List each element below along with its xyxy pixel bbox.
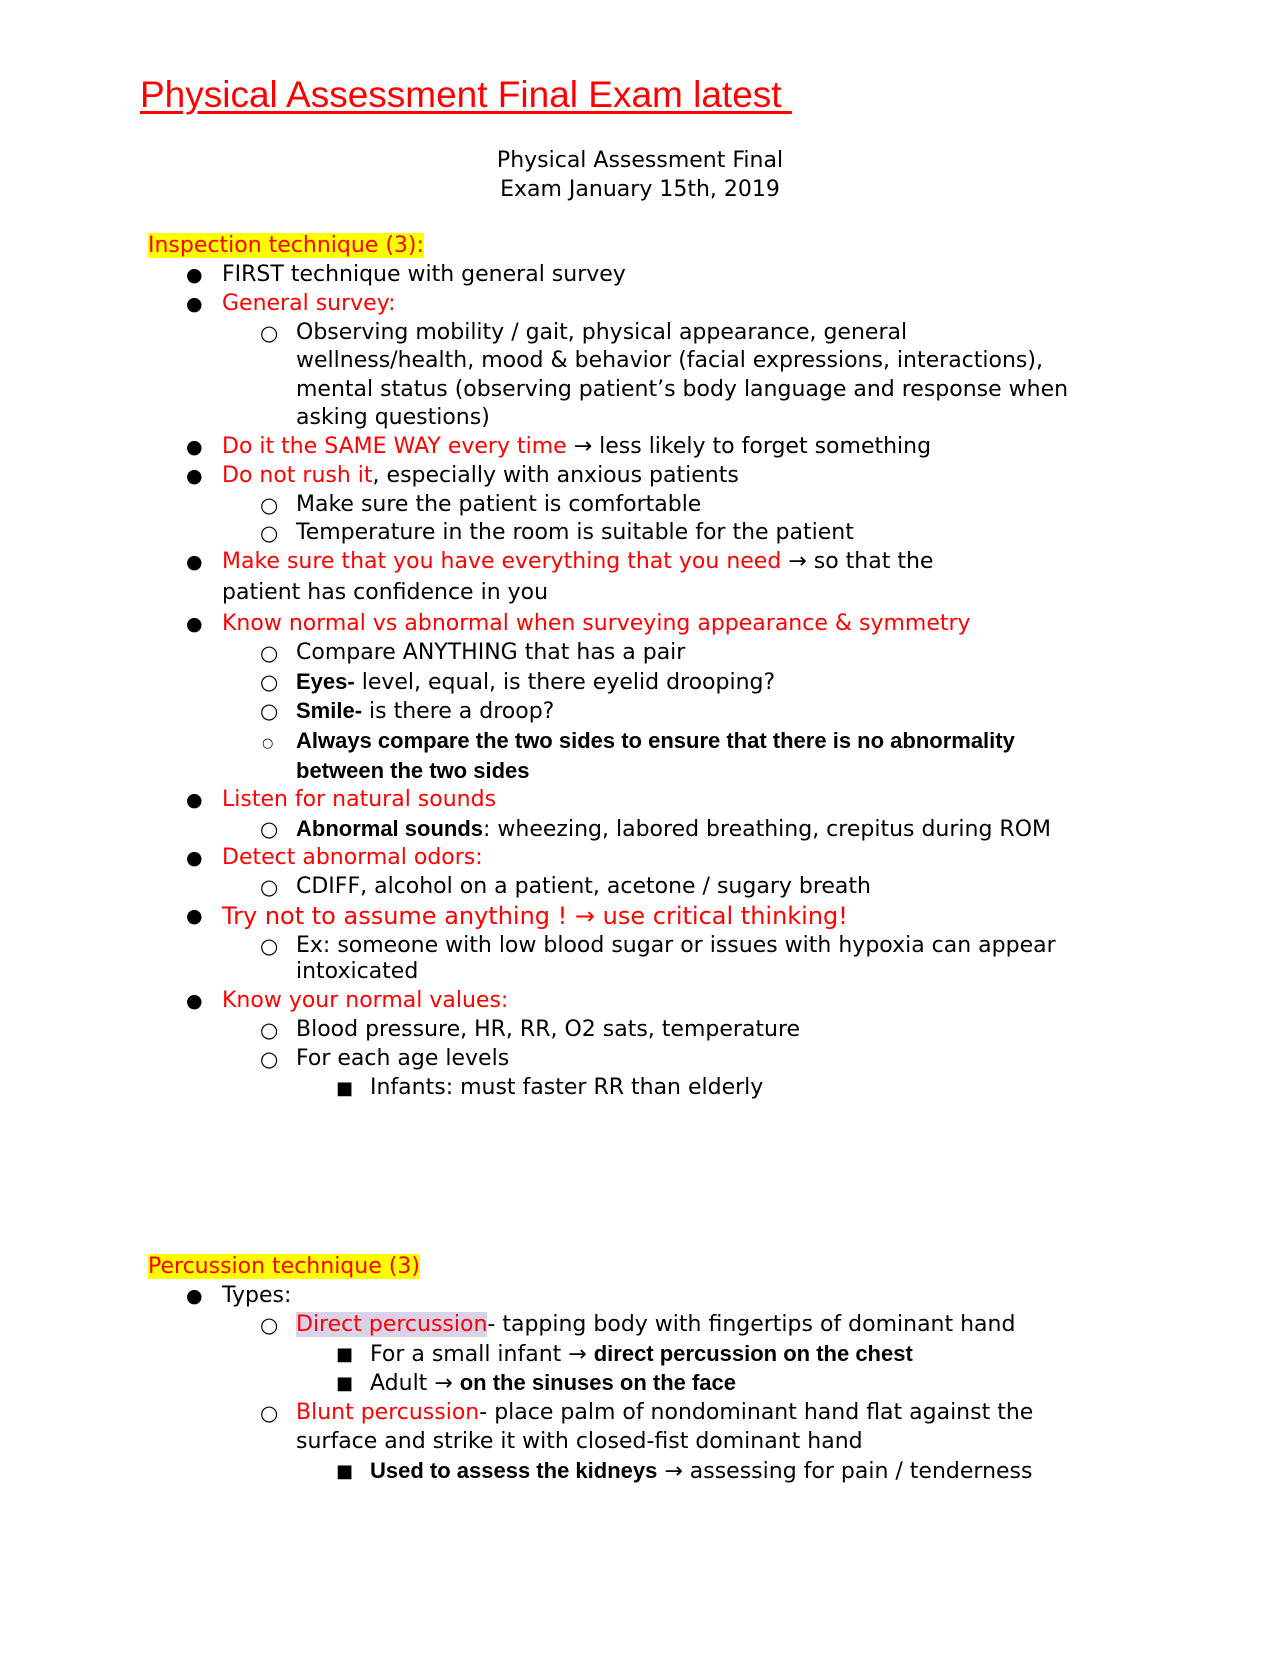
item-text: : wheezing, labored breathing, crepitus during ROM	[483, 817, 1052, 842]
bullet-disc-icon	[186, 987, 203, 1015]
bold-text: Used to assess the kidneys	[370, 1458, 658, 1483]
subtitle-line: Physical Assessment Final	[496, 148, 784, 173]
item-text: → less likely to forget something	[566, 434, 932, 459]
list-item-continuation: surface and strike it with closed-fist dominant hand	[296, 1429, 863, 1454]
list-item-continuation: wellness/health, mood & behavior (facial expressions, interactions),	[296, 348, 1043, 373]
bullet-circle-icon	[260, 1311, 278, 1340]
bullet-circle-icon	[260, 319, 278, 348]
list-item-continuation: intoxicated	[296, 959, 419, 984]
list-item-continuation: asking questions)	[296, 405, 490, 430]
bullet-circle-icon	[260, 519, 278, 548]
item-text: is there a droop?	[362, 699, 555, 724]
list-item: Know normal vs abnormal when surveying appearance & symmetry	[222, 611, 971, 636]
bold-text: Eyes-	[296, 669, 355, 694]
bullet-disc-icon	[186, 902, 203, 930]
item-text: Adult →	[370, 1371, 460, 1396]
list-item: Try not to assume anything ! → use critical thinking!	[222, 902, 848, 930]
bullet-circle-icon	[260, 668, 278, 697]
list-item: Ex: someone with low blood sugar or issues with hypoxia can appear	[296, 933, 1056, 958]
bullet-circle-icon	[260, 1399, 278, 1428]
bullet-disc-icon	[186, 548, 203, 576]
bullet-square-icon	[336, 1369, 353, 1398]
list-item: Temperature in the room is suitable for the patient	[296, 520, 854, 545]
bold-text: direct percussion on the chest	[593, 1341, 913, 1366]
list-item: Observing mobility / gait, physical appearance, general	[296, 320, 908, 345]
list-item	[370, 1457, 1032, 1486]
bullet-disc-icon	[186, 786, 203, 814]
list-item	[370, 1369, 736, 1398]
item-text: - place palm of nondominant hand flat against the	[479, 1400, 1034, 1425]
bullet-disc-icon	[186, 844, 203, 872]
bullet-disc-icon	[186, 290, 203, 318]
inspection-heading	[148, 232, 424, 260]
list-item: For each age levels	[296, 1046, 510, 1071]
bullet-disc-icon	[186, 433, 203, 461]
item-text: level, equal, is there eyelid drooping?	[354, 670, 776, 695]
list-item: CDIFF, alcohol on a patient, acetone / sugary breath	[296, 874, 871, 899]
emphasis-text: Do it the SAME WAY every time	[222, 434, 567, 459]
inspection-heading-text: Inspection technique (3):	[148, 233, 424, 258]
bullet-square-icon	[336, 1457, 353, 1486]
list-item: FIRST technique with general survey	[222, 262, 626, 287]
list-item: Blood pressure, HR, RR, O2 sats, temperature	[296, 1017, 801, 1042]
document-title: Physical Assessment Final Exam latest	[140, 74, 792, 115]
bullet-circle-icon	[260, 932, 278, 961]
list-item	[296, 697, 554, 726]
percussion-heading	[148, 1253, 420, 1281]
bullet-circle-icon	[260, 639, 278, 668]
list-item: Compare ANYTHING that has a pair	[296, 640, 686, 665]
bullet-circle-icon	[260, 491, 278, 520]
percussion-heading-text: Percussion technique (3)	[148, 1254, 420, 1279]
list-item: Make sure the patient is comfortable	[296, 492, 702, 517]
bullet-square-icon	[336, 1340, 353, 1369]
list-item	[296, 815, 1051, 844]
bold-text: Abnormal sounds	[296, 816, 484, 841]
list-item: Always compare the two sides to ensure that there is no abnormality	[296, 728, 1015, 753]
bullet-disc-icon	[186, 462, 203, 490]
bullet-square-icon	[336, 1074, 353, 1103]
list-item	[370, 1340, 913, 1369]
bullet-disc-icon	[186, 610, 203, 638]
list-item: Know your normal values:	[222, 988, 509, 1013]
subtitle-line: Exam January 15th, 2019	[500, 177, 780, 202]
blunt-percussion-term: Blunt percussion	[296, 1400, 480, 1425]
list-item	[296, 668, 775, 697]
bullet-circle-icon	[262, 727, 273, 758]
list-item: Types:	[222, 1283, 292, 1308]
item-text: , especially with anxious patients	[372, 463, 739, 488]
emphasis-text: Do not rush it	[222, 463, 373, 488]
list-item-continuation: mental status (observing patient’s body language and response when	[296, 377, 1069, 402]
list-item	[222, 462, 739, 490]
direct-percussion-term: Direct percussion	[296, 1312, 488, 1337]
item-text: - tapping body with fingertips of dominant hand	[487, 1312, 1016, 1337]
bullet-disc-icon	[186, 261, 203, 289]
bullet-disc-icon	[186, 1282, 203, 1310]
list-item	[296, 1311, 1015, 1339]
bullet-circle-icon	[260, 873, 278, 902]
list-item: General survey:	[222, 291, 396, 316]
item-text: → so that the	[781, 549, 934, 574]
bold-text: on the sinuses on the face	[459, 1370, 737, 1395]
list-item: Detect abnormal odors:	[222, 845, 483, 870]
list-item	[222, 433, 931, 461]
list-item: Listen for natural sounds	[222, 787, 497, 812]
list-item: Infants: must faster RR than elderly	[370, 1075, 764, 1100]
bullet-circle-icon	[260, 697, 278, 726]
item-text: → assessing for pain / tenderness	[657, 1459, 1033, 1484]
bold-text: Smile-	[296, 698, 363, 723]
bullet-circle-icon	[260, 1016, 278, 1045]
bullet-circle-icon	[260, 1045, 278, 1074]
list-item-continuation: between the two sides	[296, 758, 530, 783]
bullet-circle-icon	[260, 815, 278, 844]
list-item-continuation: patient has confidence in you	[222, 580, 549, 605]
subtitle	[340, 146, 940, 204]
list-item	[296, 1399, 1033, 1427]
list-item	[222, 548, 933, 576]
emphasis-text: Make sure that you have everything that you need	[222, 549, 782, 574]
item-text: For a small infant →	[370, 1342, 594, 1367]
